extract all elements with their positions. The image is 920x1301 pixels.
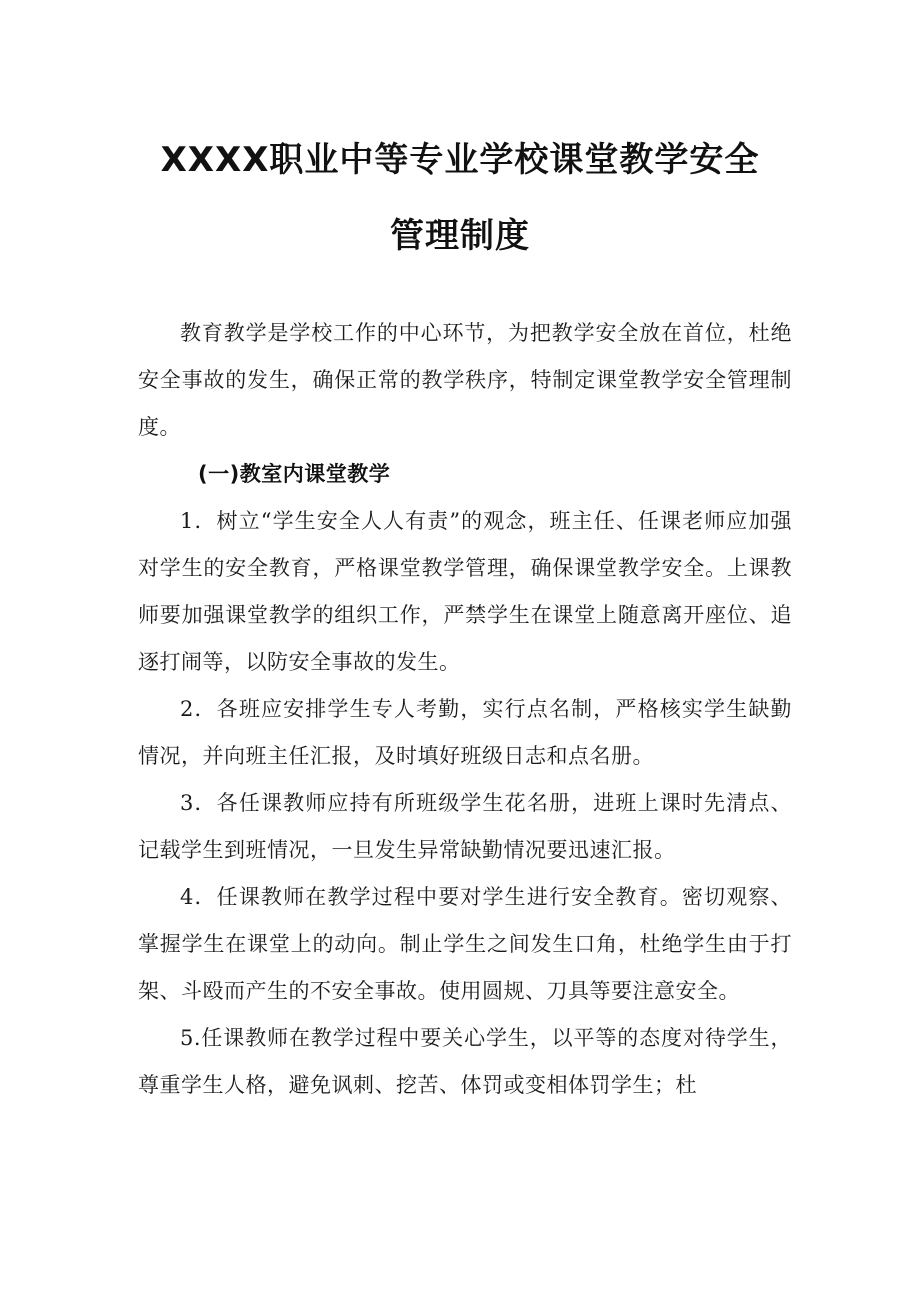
rule-item-1: 1．树立“学生安全人人有责”的观念，班主任、任课老师应加强对学生的安全教育，严格课堂教学管理，确保课堂教学安全。上课教师要加强课堂教学的组织工作，严禁学生在课堂上随意离开座位、追逐打闹等，以防安全事故的发生。 <box>138 509 792 674</box>
document-title-line-2: 管理制度 <box>390 216 530 256</box>
rule-item-2: 2．各班应安排学生专人考勤，实行点名制，严格核实学生缺勤情况，并向班主任汇报，及时填好班级日志和点名册。 <box>138 697 792 768</box>
rule-item-3: 3．各任课教师应持有所班级学生花名册，进班上课时先清点、记载学生到班情况，一旦发生异常缺勤情况要迅速汇报。 <box>138 791 792 862</box>
intro-paragraph: 教育教学是学校工作的中心环节，为把教学安全放在首位，杜绝安全事故的发生，确保正常的教学秩序，特制定课堂教学安全管理制度。 <box>138 321 792 439</box>
section-heading: (一)教室内课堂教学 <box>198 462 391 486</box>
document-body <box>138 310 792 1109</box>
rule-item-5: 5.任课教师在教学过程中要关心学生，以平等的态度对待学生，尊重学生人格，避免讽刺、挖苦、体罚或变相体罚学生；杜 <box>138 1026 792 1097</box>
rule-item-4: 4．任课教师在教学过程中要对学生进行安全教育。密切观察、掌握学生在课堂上的动向。制止学生之间发生口角，杜绝学生由于打架、斗殴而产生的不安全事故。使用圆规、刀具等要注意安全。 <box>138 885 792 1003</box>
document-title-line-1: XXXX职业中等专业学校课堂教学安全 <box>160 140 760 180</box>
